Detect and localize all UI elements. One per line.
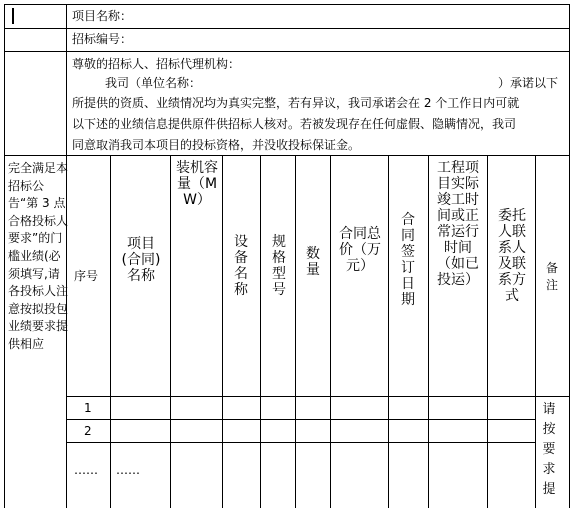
letter-line4: 同意取消我司本项目的投标资格，并没收投标保证金。 <box>72 138 361 152</box>
letter-line3: 以下述的业绩信息提供原件供招标人核对。若被发现存在任何虚假、隐瞒情况，我司 <box>72 117 517 131</box>
col-divider <box>487 155 488 508</box>
row-3-seq: …… <box>74 463 98 477</box>
header-completion: 工程项目实际竣工时间或正常运行时间（如已投运） <box>437 160 479 288</box>
letter-line2: 所提供的资质、业绩情况均为真实完整，若有异议，我司承诺会在 2 个工作日内可就 <box>72 96 520 110</box>
text-cursor <box>12 8 14 24</box>
row-divider <box>66 442 536 443</box>
header-project: 项目(合同)名称 <box>121 236 161 284</box>
row-divider <box>4 155 570 156</box>
col-divider <box>428 155 429 508</box>
header-capacity: 装机容量（MW） <box>176 160 218 208</box>
row-divider <box>66 419 536 420</box>
header-spec: 规格型号 <box>272 234 286 298</box>
row-1-seq: 1 <box>84 401 92 415</box>
border-right <box>569 4 570 508</box>
threshold-note: 完全满足本招标公告“第 3 点 合格投标人要求”的门槛业绩(必须填写,请各投标人注意按拟投包业绩要求提供相应 <box>8 161 69 351</box>
row-2-seq: 2 <box>84 424 92 438</box>
col-divider <box>222 155 223 508</box>
row-3-project: …… <box>116 463 140 477</box>
header-equipment: 设备名称 <box>234 234 248 298</box>
remark-note: 请按要求提 <box>542 402 556 497</box>
col-divider <box>330 155 331 508</box>
col-divider <box>110 155 111 508</box>
col-divider <box>388 155 389 508</box>
border-top <box>4 4 570 5</box>
letter-line1-a: 我司（单位名称： <box>105 76 202 90</box>
border-left <box>4 4 5 508</box>
header-qty: 数量 <box>306 246 320 278</box>
letter-salutation: 尊敬的招标人、招标代理机构： <box>72 57 241 71</box>
project-name-label: 项目名称： <box>72 9 133 23</box>
row-divider <box>66 396 570 397</box>
header-date: 合同签订日期 <box>401 212 415 308</box>
header-seq: 序号 <box>74 269 99 283</box>
header-total: 合同总价（万元） <box>339 226 381 274</box>
col-divider <box>260 155 261 508</box>
letter-line1-b: ）承诺以下 <box>498 76 559 90</box>
bid-number-label: 招标编号： <box>72 32 133 46</box>
row-divider <box>4 51 570 52</box>
col-divider <box>295 155 296 508</box>
header-contact: 委托人联系人及联系方式 <box>498 208 526 304</box>
header-remark: 备注 <box>546 261 559 292</box>
col-divider <box>535 155 536 508</box>
col-divider <box>170 155 171 508</box>
row-divider <box>4 28 570 29</box>
